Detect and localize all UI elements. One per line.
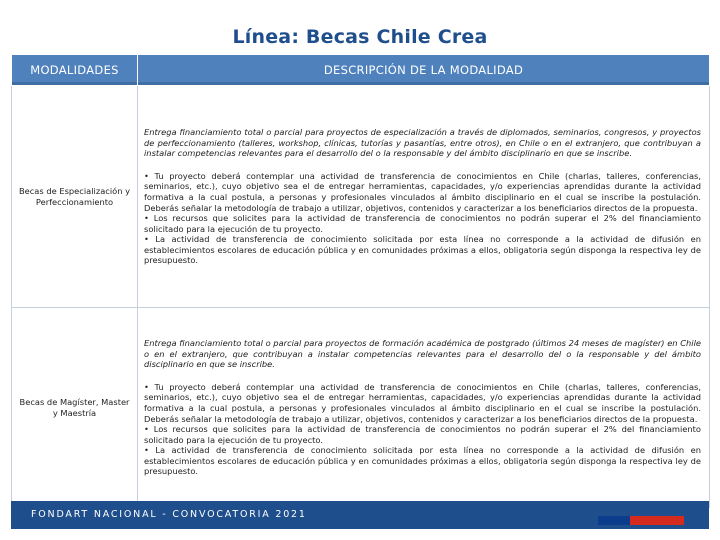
descripcion-intro: Entrega financiamiento total o parcial para proyectos de especialización a través de diplomados, seminarios, congresos, y proyectos de perfeccionamiento (talleres, workshop, clínicas, tutorías y pasantías, entre otros), en Chile o en el extranjero, que contribuyan a instalar competencias relevantes para el desarrollo del o la responsable y del ámbito disciplinario en que se inscribe. [144, 126, 701, 159]
table-row [12, 308, 710, 508]
header-modalidades: MODALIDADES [12, 55, 138, 86]
descripcion-bullets [144, 171, 701, 266]
modalidad-cell: Becas de Magíster, Master y Maestría [12, 308, 138, 508]
footer-text: FONDART NACIONAL - CONVOCATORIA 2021 [31, 509, 307, 520]
flag-red-segment [630, 516, 684, 525]
bullet-item: • Tu proyecto deberá contemplar una actividad de transferencia de conocimientos en Chile (charlas, talleres, conferencias, seminarios, etc.), cuyo objetivo sea el de entregar herramientas, capacidades, y/o experiencias aprendidas durante la actividad formativa a la cual postula, a personas y profesionales vinculados al ámbito disciplinario en el cual se inscribe la postulación. Deberás señalar la metodología de trabajo a utilizar, objetivos, contenidos y caracterizar a los beneficiarios directos de la propuesta. [144, 170, 701, 213]
descripcion-bullets [144, 382, 701, 477]
bullet-item: • La actividad de transferencia de conocimiento solicitada por esta línea no corresponde a la actividad de difusión en establecimientos escolares de educación pública y en comunidades próximas a ellos, obligatoria según disponga la respectiva ley de presupuesto. [144, 234, 701, 266]
descripcion-cell [138, 308, 710, 508]
table-row [12, 86, 710, 308]
header-descripcion: DESCRIPCIÓN DE LA MODALIDAD [138, 55, 710, 86]
descripcion-intro: Entrega financiamiento total o parcial para proyectos de formación académica de postgrado (últimos 24 meses de magíster) en Chile o en el extranjero, que contribuyan a instalar competencias relevantes para el desarrollo del o la responsable y del ámbito disciplinario en que se inscribe. [144, 337, 701, 370]
descripcion-cell [138, 86, 710, 308]
modalidad-cell: Becas de Especialización y Perfeccionamiento [12, 86, 138, 308]
bullet-item: • Los recursos que solicites para la actividad de transferencia de conocimientos no podrán superar el 2% del financiamiento solicitado para la ejecución de tu proyecto. [144, 213, 701, 234]
table-header-row [12, 55, 710, 86]
bullet-item: • La actividad de transferencia de conocimiento solicitada por esta línea no corresponde a la actividad de difusión en establecimientos escolares de educación pública y en comunidades próximas a ellos, obligatoria según disponga la respectiva ley de presupuesto. [144, 445, 701, 477]
flag-blue-segment [598, 516, 630, 525]
page-title: Línea: Becas Chile Crea [232, 26, 488, 48]
bullet-item: • Tu proyecto deberá contemplar una actividad de transferencia de conocimientos en Chile (charlas, talleres, conferencias, seminarios, etc.), cuyo objetivo sea el de entregar herramientas, capacidades, y/o experiencias aprendidas durante la actividad formativa a la cual postula, a personas y profesionales vinculados al ámbito disciplinario en el cual se inscribe la postulación. Deberás señalar la metodología de trabajo a utilizar, objetivos, contenidos y caracterizar a los beneficiarios directos de la propuesta. [144, 381, 701, 424]
modalidades-table [11, 54, 710, 508]
chile-flag-stripe [598, 516, 684, 525]
bullet-item: • Los recursos que solicites para la actividad de transferencia de conocimientos no podrán superar el 2% del financiamiento solicitado para la ejecución de tu proyecto. [144, 424, 701, 445]
